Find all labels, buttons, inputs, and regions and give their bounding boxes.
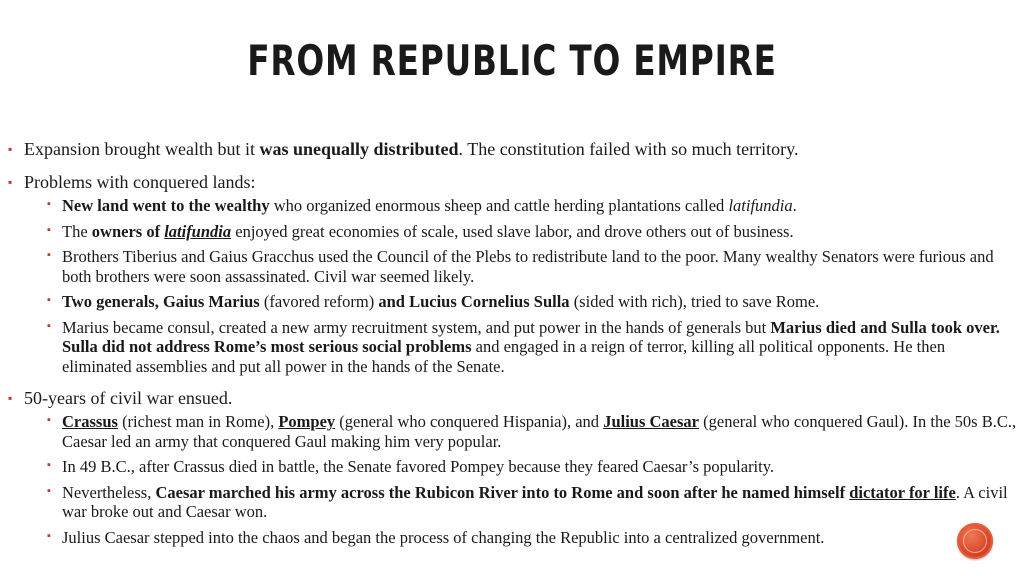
text: Brothers Tiberius and Gaius Gracchus used the Council of the Plebs to redistribute land to the poor. Many wealthy Senators were furious and both brothers were soon assassinated. Civil war seemed likely. — [62, 247, 994, 286]
bold-text: New land went to the wealthy — [62, 196, 270, 215]
bold-text: owners of — [91, 221, 165, 241]
italic-text: latifundia — [728, 196, 793, 215]
sub-bullet-new-land — [24, 196, 1018, 216]
text: . — [792, 196, 797, 215]
bold-text: Marius died and Sulla took over. Sulla did not address Rome’s most serious social problems — [62, 317, 1000, 356]
sub-bullet-icon: ▪ — [47, 249, 51, 261]
text: Nevertheless, — [62, 482, 156, 502]
text: . A civil war broke out and Caesar won. — [62, 482, 1008, 521]
bold-underlined-text: Julius Caesar — [603, 412, 699, 431]
sub-bullet-marius — [24, 318, 1018, 377]
text: who organized enormous sheep and cattle herding plantations called — [269, 196, 729, 215]
text: (general who conquered Gaul). In the 50s B.C., Caesar led an army that conquered Gaul making him very popular. — [62, 412, 1017, 451]
sub-bullet-icon: ▪ — [47, 294, 51, 306]
sub-bullet-list — [24, 196, 1018, 376]
bold-italic-underlined-text: latifundia — [164, 221, 232, 241]
bullet-icon: ▪ — [8, 142, 13, 156]
text: Marius became consul, created a new army recruitment system, and put power in the hands of generals but — [62, 317, 771, 337]
text: . The constitution failed with so much territory. — [458, 139, 799, 159]
bullet-icon: ▪ — [8, 391, 13, 405]
bullet-civil-war — [8, 387, 1018, 547]
text: and engaged in a reign of terror, killing all political opponents. He then eliminated assemblies and put all power in the hands of the Senate. — [62, 337, 946, 376]
text: Problems with conquered lands: — [24, 172, 256, 192]
text: (richest man in Rome), — [117, 412, 279, 431]
bullet-icon: ▪ — [8, 175, 13, 189]
text: (general who conquered Hispania), and — [335, 412, 604, 431]
sub-bullet-owners — [24, 222, 1018, 242]
text: Expansion brought wealth but it — [24, 139, 260, 159]
slide-logo-icon — [957, 523, 993, 559]
bold-underlined-text: Pompey — [278, 412, 336, 431]
bold-text: and Lucius Cornelius Sulla — [378, 292, 570, 311]
sub-bullet-gracchus — [24, 247, 1018, 286]
sub-bullet-icon: ▪ — [47, 414, 51, 426]
text: 50-years of civil war ensued. — [24, 388, 233, 408]
text: (sided with rich), tried to save Rome. — [569, 292, 820, 311]
slide-title: FROM REPUBLIC TO EMPIRE — [247, 36, 777, 85]
bullet-problems — [8, 171, 1018, 376]
text: enjoyed great economies of scale, used slave labor, and drove others out of business. — [231, 221, 794, 241]
sub-bullet-49bc — [24, 457, 1018, 477]
text: In 49 B.C., after Crassus died in battle, the Senate favored Pompey because they feared Caesar’s popularity. — [62, 457, 775, 476]
bullet-expansion — [8, 138, 1018, 160]
bold-text: Caesar marched his army across the Rubicon River into to Rome and soon after he named himself — [155, 482, 850, 502]
text: The — [62, 221, 92, 241]
sub-bullet-icon: ▪ — [47, 223, 51, 236]
sub-bullet-icon: ▪ — [47, 459, 51, 471]
sub-bullet-icon: ▪ — [47, 319, 51, 332]
sub-bullet-icon: ▪ — [47, 529, 51, 542]
sub-bullet-icon: ▪ — [47, 484, 51, 497]
bold-text: Two generals, Gaius Marius — [62, 292, 260, 311]
text: Julius Caesar stepped into the chaos and began the process of changing the Republic into a centralized government. — [62, 527, 825, 547]
sub-bullet-chaos — [24, 528, 1018, 548]
sub-bullet-rubicon — [24, 483, 1018, 522]
sub-bullet-triumvirate — [24, 412, 1018, 451]
text: (favored reform) — [259, 292, 379, 311]
sub-bullet-list — [24, 412, 1018, 547]
sub-bullet-generals — [24, 292, 1018, 312]
bold-underlined-text: dictator for life — [849, 482, 956, 502]
bold-text: was unequally distributed — [259, 139, 459, 159]
slide-body — [8, 138, 1018, 558]
bold-underlined-text: Crassus — [62, 412, 118, 431]
sub-bullet-icon: ▪ — [47, 198, 51, 210]
